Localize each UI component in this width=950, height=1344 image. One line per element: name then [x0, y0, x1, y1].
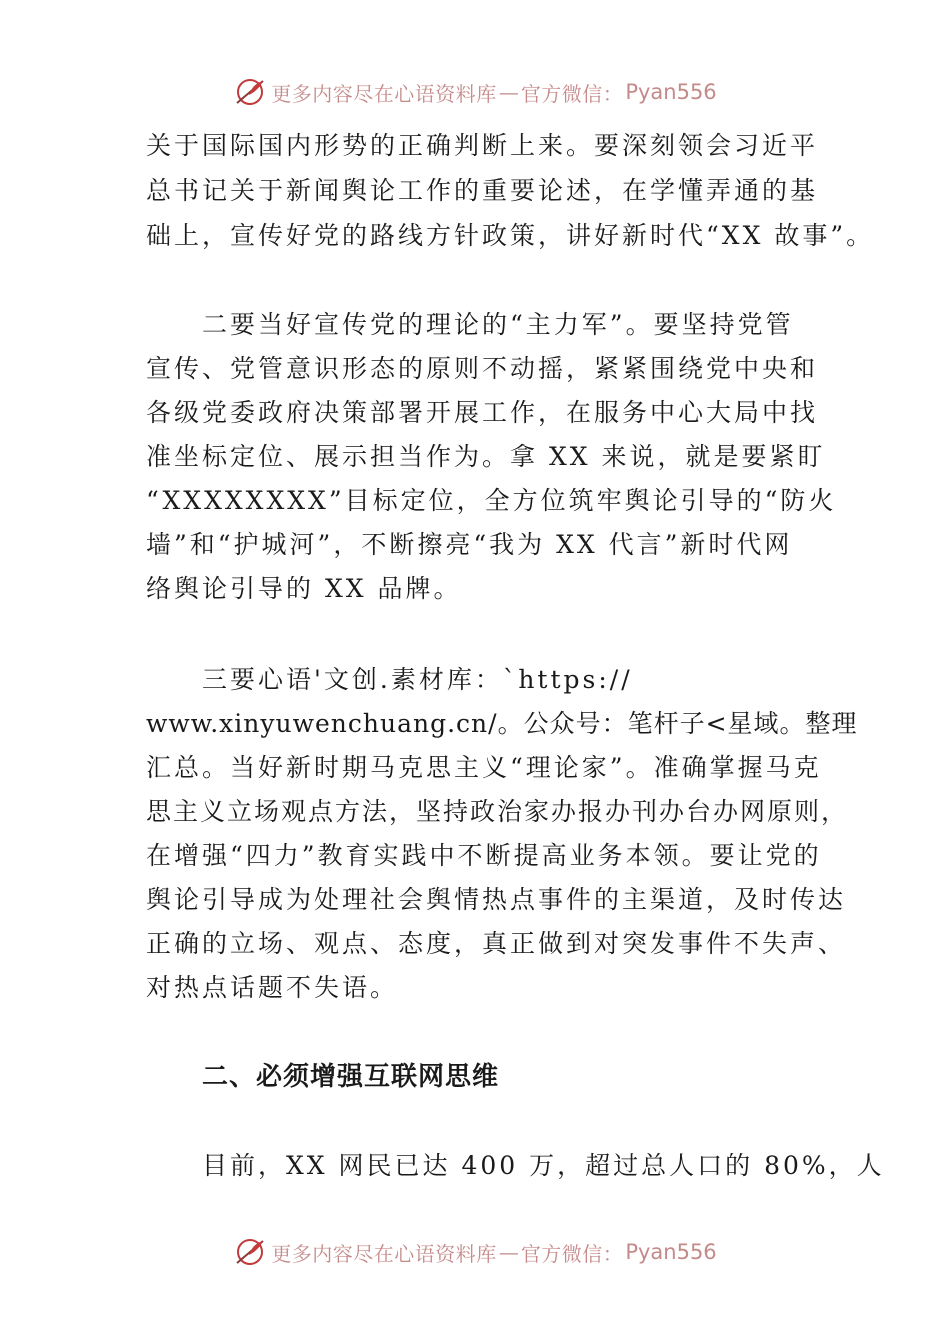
section-heading: 二、必须增强互联网思维 [202, 1062, 500, 1092]
text-line: 思主义立场观点方法，坚持政治家办报办刊办台办网原则， [146, 797, 849, 826]
text-line: www.xinyuwenchuang.cn/。公众号：笔杆子<星域。整理 [146, 709, 858, 738]
text-line: 三要心语'文创.素材库：`https:// [202, 665, 633, 694]
watermark-separator: — [498, 1240, 519, 1264]
watermark-account: Pyan556 [625, 1240, 717, 1264]
text-line: 在增强“四力”教育实践中不断提高业务本领。要让党的 [146, 841, 822, 870]
watermark-account: Pyan556 [625, 80, 717, 104]
text-line: 准坐标定位、展示担当作为。拿 XX 来说，就是要紧盯 [146, 442, 826, 471]
watermark-separator: — [498, 80, 519, 104]
text-line: 对热点话题不失语。 [146, 973, 399, 1002]
text-line: 正确的立场、观点、态度，真正做到对突发事件不失声、 [146, 929, 847, 958]
text-line: 宣传、党管意识形态的原则不动摇，紧紧围绕党中央和 [146, 354, 819, 383]
quill-logo-icon [233, 75, 267, 109]
text-line: 目前，XX 网民已达 400 万，超过总人口的 80%，人 [202, 1151, 885, 1180]
text-line: 二要当好宣传党的理论的“主力军”。要坚持党管 [202, 310, 794, 339]
watermark-text: 更多内容尽在心语资料库 [271, 81, 497, 106]
text-line: 总书记关于新闻舆论工作的重要论述，在学懂弄通的基 [146, 176, 819, 205]
text-line: 汇总。当好新时期马克思主义“理论家”。准确掌握马克 [146, 753, 822, 782]
quill-logo-icon [233, 1235, 267, 1269]
text-line: “XXXXXXXX”目标定位，全方位筑牢舆论引导的“防火 [146, 486, 837, 515]
watermark-label: 官方微信： [520, 81, 624, 106]
text-line: 关于国际国内形势的正确判断上来。要深刻领会习近平 [146, 131, 819, 160]
watermark-banner-top [0, 70, 950, 114]
watermark-banner-bottom [0, 1230, 950, 1274]
watermark-label: 官方微信： [520, 1241, 624, 1266]
text-line: 墙”和“护城河”，不断擦亮“我为 XX 代言”新时代网 [146, 530, 793, 559]
text-line: 础上，宣传好党的路线方针政策，讲好新时代“XX 故事”。 [146, 221, 875, 250]
watermark-text: 更多内容尽在心语资料库 [271, 1241, 497, 1266]
text-line: 络舆论引导的 XX 品牌。 [146, 574, 462, 603]
text-line: 舆论引导成为处理社会舆情热点事件的主渠道，及时传达 [146, 885, 847, 914]
text-line: 各级党委政府决策部署开展工作，在服务中心大局中找 [146, 398, 819, 427]
